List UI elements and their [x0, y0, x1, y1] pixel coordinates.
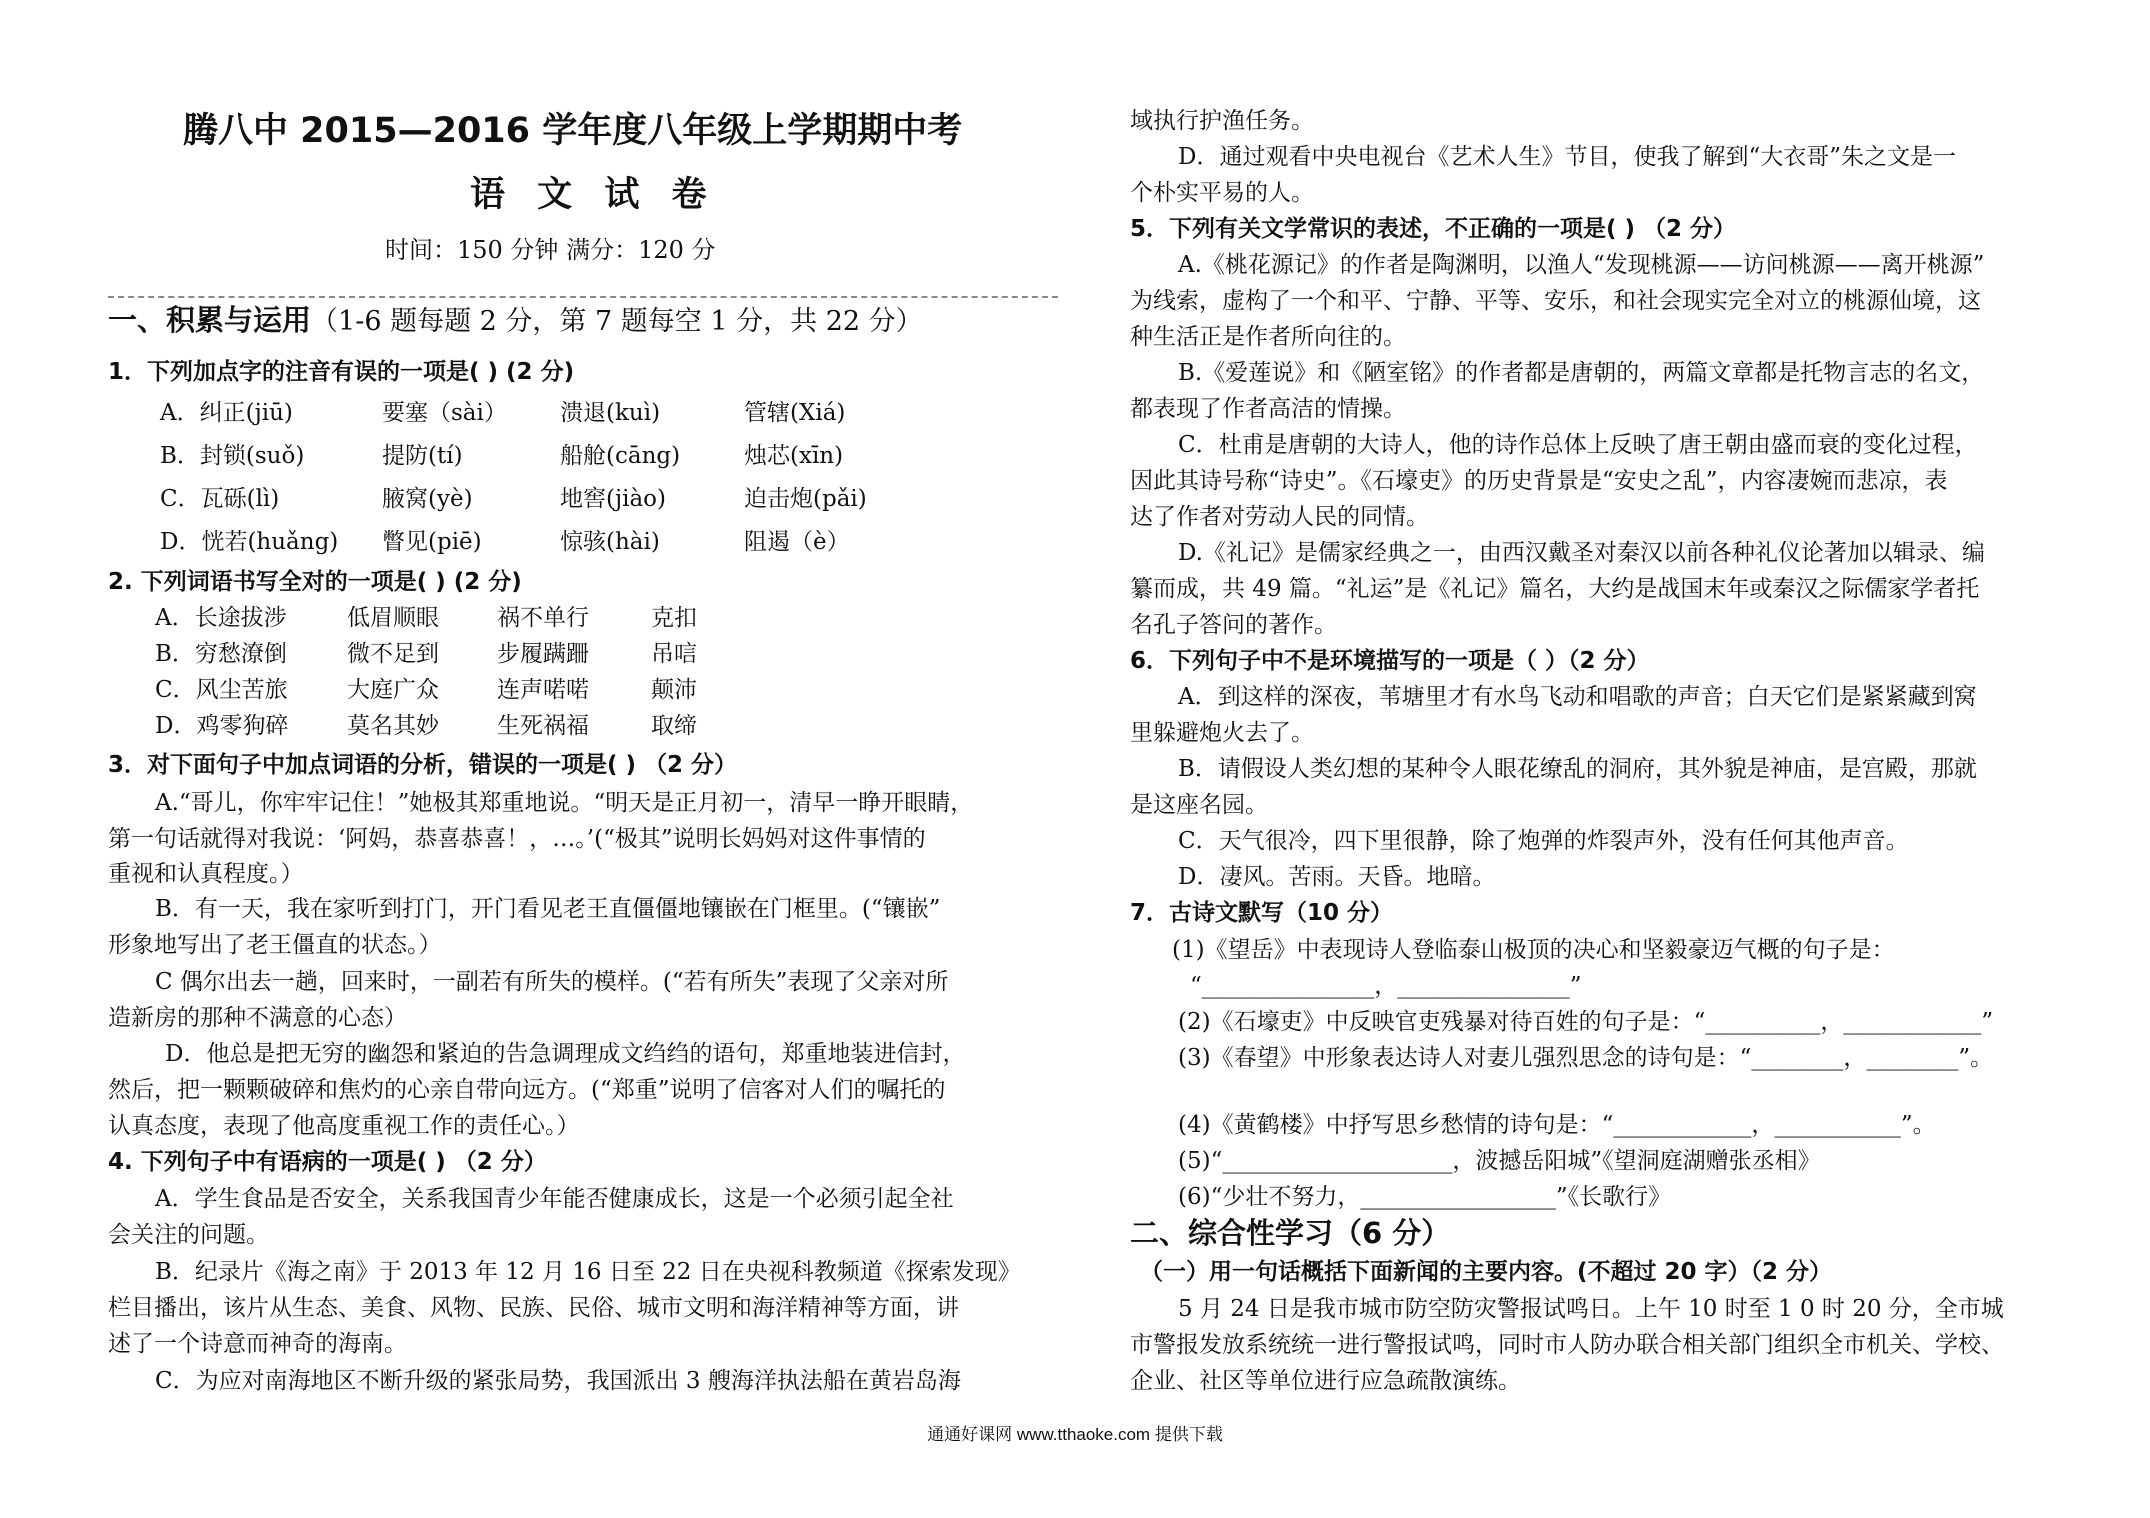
q5-line: 都表现了作者高洁的情操。	[1130, 396, 1406, 422]
option-word: 克扣	[651, 605, 697, 631]
q4-continued-line: 个朴实平易的人。	[1130, 180, 1314, 206]
option-word: 低眉顺眼	[347, 605, 439, 631]
option-word: 地窖(jiào)	[560, 486, 666, 512]
q3-line: 认真态度，表现了他高度重视工作的责任心。）	[108, 1113, 580, 1139]
option-word: C．风尘苦旅	[155, 677, 288, 703]
q5-line: 因此其诗号称“诗史”。《石壕吏》的历史背景是“安史之乱”，内容凄婉而悲凉，表	[1130, 468, 1948, 494]
q4-line: 栏目播出，该片从生态、美食、风物、民族、民俗、城市文明和海洋精神等方面，讲	[108, 1295, 959, 1321]
section-1-note: （1-6 题每题 2 分，第 7 题每空 1 分，共 22 分）	[311, 306, 923, 337]
option-word: 微不足到	[347, 641, 439, 667]
exam-meta: 时间：150 分钟 满分：120 分	[385, 236, 716, 264]
q3-line: B．有一天，我在家听到打门，开门看见老王直僵僵地镶嵌在门框里。(“镶嵌”	[155, 896, 941, 922]
q7-line: (1)《望岳》中表现诗人登临泰山极顶的决心和坚毅豪迈气概的句子是：	[1172, 937, 1895, 963]
option-word: 吊唁	[651, 641, 697, 667]
q7-line[interactable]: (4)《黄鹤楼》中抒写思乡愁情的诗句是：“____________，___________”。	[1178, 1112, 1936, 1138]
s2-q1-line: 企业、社区等单位进行应急疏散演练。	[1130, 1368, 1521, 1394]
option-word: 瞥见(piē)	[382, 529, 482, 555]
q7-line[interactable]: (3)《春望》中形象表达诗人对妻儿强烈思念的诗句是：“________，________”。	[1178, 1045, 1994, 1071]
option-word: D．鸡零狗碎	[155, 713, 289, 739]
q4-line: C．为应对南海地区不断升级的紧张局势，我国派出 3 艘海洋执法船在黄岩岛海	[155, 1368, 961, 1394]
q6-line: A．到这样的深夜，苇塘里才有水鸟飞动和唱歌的声音；白天它们是紧紧藏到窝	[1178, 684, 1977, 710]
option-word: 祸不单行	[497, 605, 589, 631]
page-title: 腾八中 2015—2016 学年度八年级上学期期中考	[183, 111, 963, 151]
q3-stem: 3．对下面句子中加点词语的分析，错误的一项是( ) （2 分）	[108, 752, 738, 778]
s2-q1-line: 5 月 24 日是我市城市防空防灾警报试鸣日。上午 10 时至 1 0 时 20 分，全市城	[1178, 1296, 2004, 1322]
q4-continued-line: D．通过观看中央电视台《艺术人生》节目，使我了解到“大衣哥”朱之文是一	[1178, 144, 1956, 170]
option-word: 烛芯(xīn)	[744, 443, 844, 469]
q7-line[interactable]: (5)“____________________，波撼岳阳城”《望洞庭湖赠张丞相》	[1178, 1148, 1821, 1174]
q7-blank-line[interactable]: “_______________，_______________”	[1190, 973, 1582, 999]
q7-stem: 7．古诗文默写（10 分）	[1130, 900, 1394, 926]
section-2-heading: 二、综合性学习（6 分）	[1130, 1216, 1451, 1250]
q3-line: 造新房的那种不满意的心态）	[108, 1005, 407, 1031]
page-subtitle: 语 文 试 卷	[470, 175, 717, 215]
q5-line: B.《爱莲说》和《陋室铭》的作者都是唐朝的，两篇文章都是托物言志的名文，	[1178, 360, 1985, 386]
q3-line: A.“哥儿，你牢牢记住！”她极其郑重地说。“明天是正月初一，清早一睁开眼睛，	[155, 790, 974, 816]
q1-stem: 1．下列加点字的注音有误的一项是( ) (2 分)	[108, 359, 575, 385]
q7-line[interactable]: (2)《石壕吏》中反映官吏残暴对待百姓的句子是：“__________，____________”	[1178, 1009, 1994, 1035]
q5-line: 名孔子答问的著作。	[1130, 612, 1337, 638]
q5-line: 达了作者对劳动人民的同情。	[1130, 504, 1429, 530]
option-word: 大庭广众	[347, 677, 439, 703]
q6-line: C．天气很冷，四下里很静，除了炮弹的炸裂声外，没有任何其他声音。	[1178, 828, 1909, 854]
q5-line: D.《礼记》是儒家经典之一，由西汉戴圣对秦汉以前各种礼仪论著加以辑录、编	[1178, 540, 1985, 566]
q3-line: 然后，把一颗颗破碎和焦灼的心亲自带向远方。(“郑重”说明了信客对人们的嘱托的	[108, 1077, 946, 1103]
q4-line: B．纪录片《海之南》于 2013 年 12 月 16 日至 22 日在央视科教频道《探索发现》	[155, 1259, 1021, 1285]
q6-line: B．请假设人类幻想的某种令人眼花缭乱的洞府，其外貌是神庙，是宫殿，那就	[1178, 756, 1977, 782]
option-word: 迫击炮(pǎi)	[744, 486, 867, 512]
option-word: C．瓦砾(lì)	[160, 486, 280, 512]
q7-line[interactable]: (6)“少壮不努力，_________________”《长歌行》	[1178, 1184, 1672, 1210]
q4-stem: 4. 下列句子中有语病的一项是( ) （2 分）	[108, 1149, 547, 1175]
option-word: 步履蹒跚	[497, 641, 589, 667]
q5-stem: 5．下列有关文学常识的表述，不正确的一项是( ) （2 分）	[1130, 216, 1737, 242]
section-divider	[108, 296, 1058, 298]
option-word: 溃退(kuì)	[560, 400, 661, 426]
option-word: 取缔	[651, 713, 697, 739]
q3-line: C 偶尔出去一趟，回来时，一副若有所失的模样。(“若有所失”表现了父亲对所	[155, 969, 949, 995]
option-word: 管辖(Xiá)	[744, 400, 846, 426]
s2-q1-stem: （一）用一句话概括下面新闻的主要内容。(不超过 20 字）（2 分）	[1140, 1259, 1833, 1285]
option-word: 惊骇(hài)	[560, 529, 660, 555]
option-word: 莫名其妙	[347, 713, 439, 739]
option-word: D．恍若(huǎng)	[160, 529, 339, 555]
q3-line: 第一句话就得对我说：‘阿妈，恭喜恭喜！，…。’(“极其”说明长妈妈对这件事情的	[108, 826, 926, 852]
option-word: 船舱(cāng)	[560, 443, 681, 469]
q6-stem: 6．下列句子中不是环境描写的一项是（ ）（2 分）	[1130, 648, 1650, 674]
q4-line: 述了一个诗意而神奇的海南。	[108, 1331, 407, 1357]
option-word: A．纠正(jiū)	[160, 400, 293, 426]
option-word: 腋窝(yè)	[382, 486, 473, 512]
s2-q1-line: 市警报发放系统统一进行警报试鸣，同时市人防办联合相关部门组织全市机关、学校、	[1130, 1332, 2004, 1358]
q5-line: C．杜甫是唐朝的大诗人，他的诗作总体上反映了唐王朝由盛而衰的变化过程，	[1178, 432, 1978, 458]
option-word: 连声喏喏	[497, 677, 589, 703]
option-word: 生死祸福	[497, 713, 589, 739]
q4-line: 会关注的问题。	[108, 1222, 269, 1248]
q3-line: 重视和认真程度。）	[108, 861, 304, 887]
q4-continued-line: 域执行护渔任务。	[1130, 108, 1314, 134]
q5-line: 为线索，虚构了一个和平、宁静、平等、安乐，和社会现实完全对立的桃源仙境，这	[1130, 288, 1981, 314]
q6-line: D．凄风。苦雨。天昏。地暗。	[1178, 864, 1496, 890]
option-word: 要塞（sài）	[382, 400, 507, 426]
q3-line: D．他总是把无穷的幽怨和紧迫的告急调理成文绉绉的语句，郑重地装进信封，	[165, 1041, 966, 1067]
q2-stem: 2. 下列词语书写全对的一项是( ) (2 分)	[108, 569, 522, 595]
option-word: 提防(tí)	[382, 443, 463, 469]
option-word: B．穷愁潦倒	[155, 641, 287, 667]
q6-line: 里躲避炮火去了。	[1130, 720, 1314, 746]
section-1-heading	[108, 305, 923, 337]
q3-line: 形象地写出了老王僵直的状态。）	[108, 932, 442, 958]
option-word: 颠沛	[651, 677, 697, 703]
q5-line: 种生活正是作者所向往的。	[1130, 324, 1406, 350]
section-1-title: 一、积累与运用	[108, 303, 312, 337]
q4-line: A．学生食品是否安全，关系我国青少年能否健康成长，这是一个必须引起全社	[155, 1186, 954, 1212]
option-word: B．封锁(suǒ)	[160, 443, 305, 469]
option-word: 阻遏（è）	[744, 529, 850, 555]
page-footer: 通通好课网 www.tthaoke.com 提供下载	[927, 1425, 1223, 1444]
q6-line: 是这座名园。	[1130, 792, 1268, 818]
q5-line: 纂而成，共 49 篇。“礼运”是《礼记》篇名，大约是战国末年或秦汉之际儒家学者托	[1130, 576, 1980, 602]
q5-line: A.《桃花源记》的作者是陶渊明，以渔人“发现桃源——访问桃源——离开桃源”	[1178, 252, 1985, 278]
option-word: A．长途拔涉	[155, 605, 287, 631]
